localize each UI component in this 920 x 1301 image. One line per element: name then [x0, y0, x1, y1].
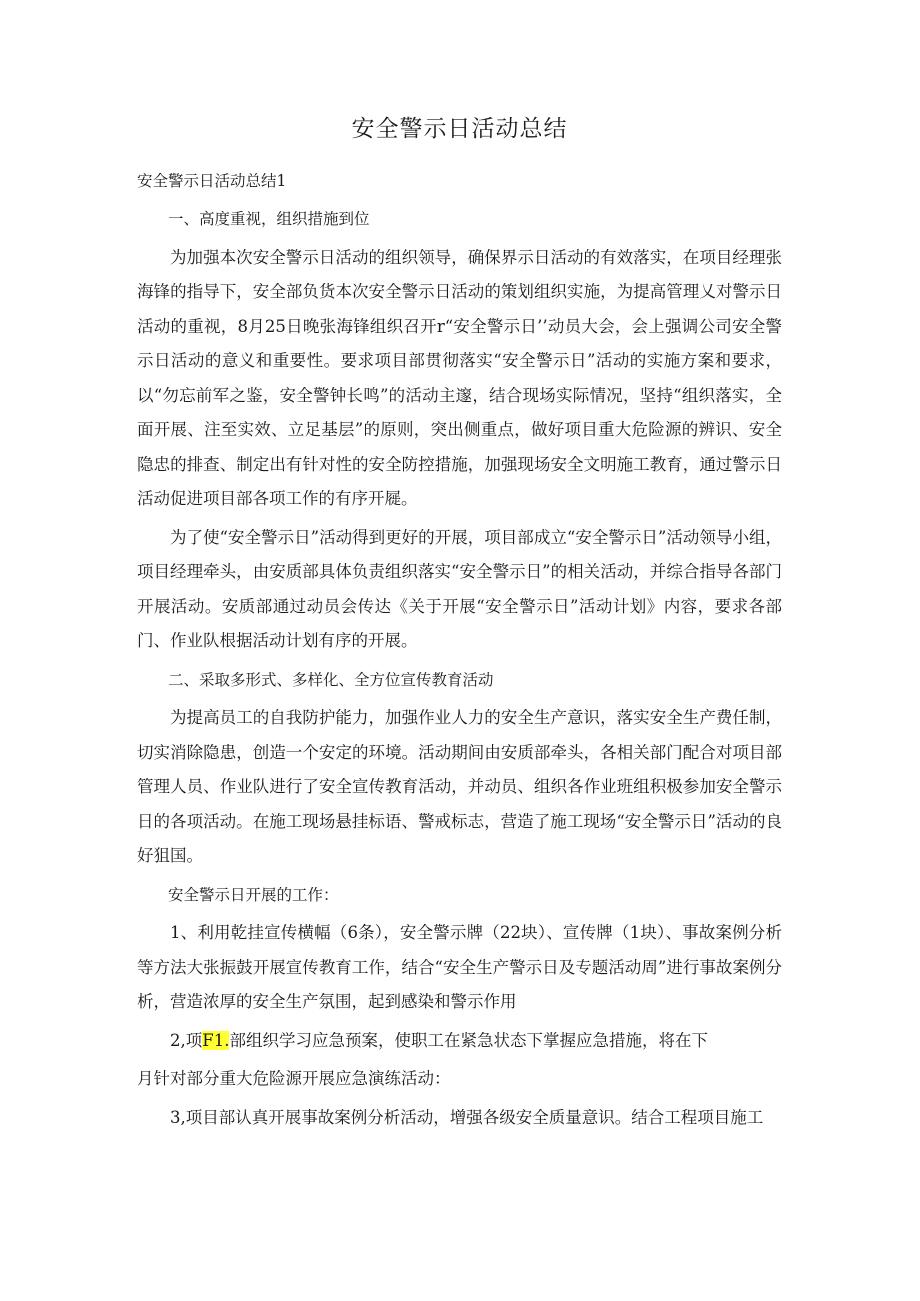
list-item-2-continuation: 月针对部分重大危险源开展应急演练活动： [137, 1069, 451, 1088]
list-item-3: 3,项目部认真开展事故案例分析活动，增强各级安全质量意识。结合工程项目施工 [170, 1107, 764, 1127]
paragraph-1: 为加强本次安全警示日活动的组织领导，确保界示日活动的有效落实，在项目经理张海锋的指导下，安全部负货本次安全警示日活动的策划组织实施，为提高管理乂对警示日活动的重视，8月25日晚张海锋组织召开r“安全警示日’’动员大会，会上强调公司安全警示日活动的意义和重要性。要求项目部贯彻落实“安全警示日”活动的实施方案和要求，以“勿忘前军之鉴，安全警钟长鸣”的活动主邃，结合现场实际情况，坚持“组织落实，全面开展、注至实效、立足基层”的原则，突出侧重点，做好项目重大危险源的辨识、安全隐忠的排查、制定出有针对性的安全防控措施，加强现场安全文明施工教育，通过警示日活动促进项目部各项工作的有序开屣。 [137, 247, 782, 508]
list-item-2 [137, 1024, 782, 1059]
section-heading-1: 一、高度重视，组织措施到位 [168, 210, 370, 228]
document-subtitle: 安全警示日活动总结1 [137, 172, 287, 190]
list-item-2-prefix: 2,项 [170, 1030, 203, 1050]
document-page [137, 112, 782, 1139]
list-item-2-text: 部组织学习应急预案，使职工在紧急状态下掌握应急措施，将在下 [229, 1030, 708, 1050]
document-title: 安全警示日活动总结 [351, 116, 568, 142]
work-heading: 安全警示日开展的工作： [168, 885, 339, 904]
list-item-1: 1、利用乾挂宣传横幅（6条），安全警示牌（22块）、宣传牌（1块）、事故案例分析等方法大张振鼓开展宣传教育工作，结合“安全生产警示日及专题活动周”进行事故案例分析，营造浓厚的安全生产氛围，起到感染和警示作用 [137, 923, 782, 1011]
section-heading-2: 二、采取多形式、多样化、全方位宣传教育活动 [168, 670, 494, 689]
highlighted-text: F1. [202, 1030, 230, 1050]
paragraph-3: 为提高员工的自我防护能力，加强作业人力的安全生产意识，落实安全生产费任制，切实消除隐患，创造一个安定的环境。活动期间由安质部牵头，各相关部门配合对项目部管理人员、作业队进行了安全宣传教育活动，并动员、组织各作业班组积极参加安全警示日的各项活动。在施工现场悬挂标语、警戒标志，营造了施工现场“安全警示日”活动的良好狙国。 [137, 708, 782, 865]
paragraph-2: 为了使“安全警示日”活动得到更好的开展，项目部成立“安全警示日”活动领导小组，项目经理牵头，由安质部具体负责组织落实“安全警示日”的相关活动，并综合指导各部门开展活动。安质部通过动员会传达《关于开展“安全警示日”活动计划》内容，要求各部门、作业队根据活动计划有序的开展。 [137, 527, 782, 650]
